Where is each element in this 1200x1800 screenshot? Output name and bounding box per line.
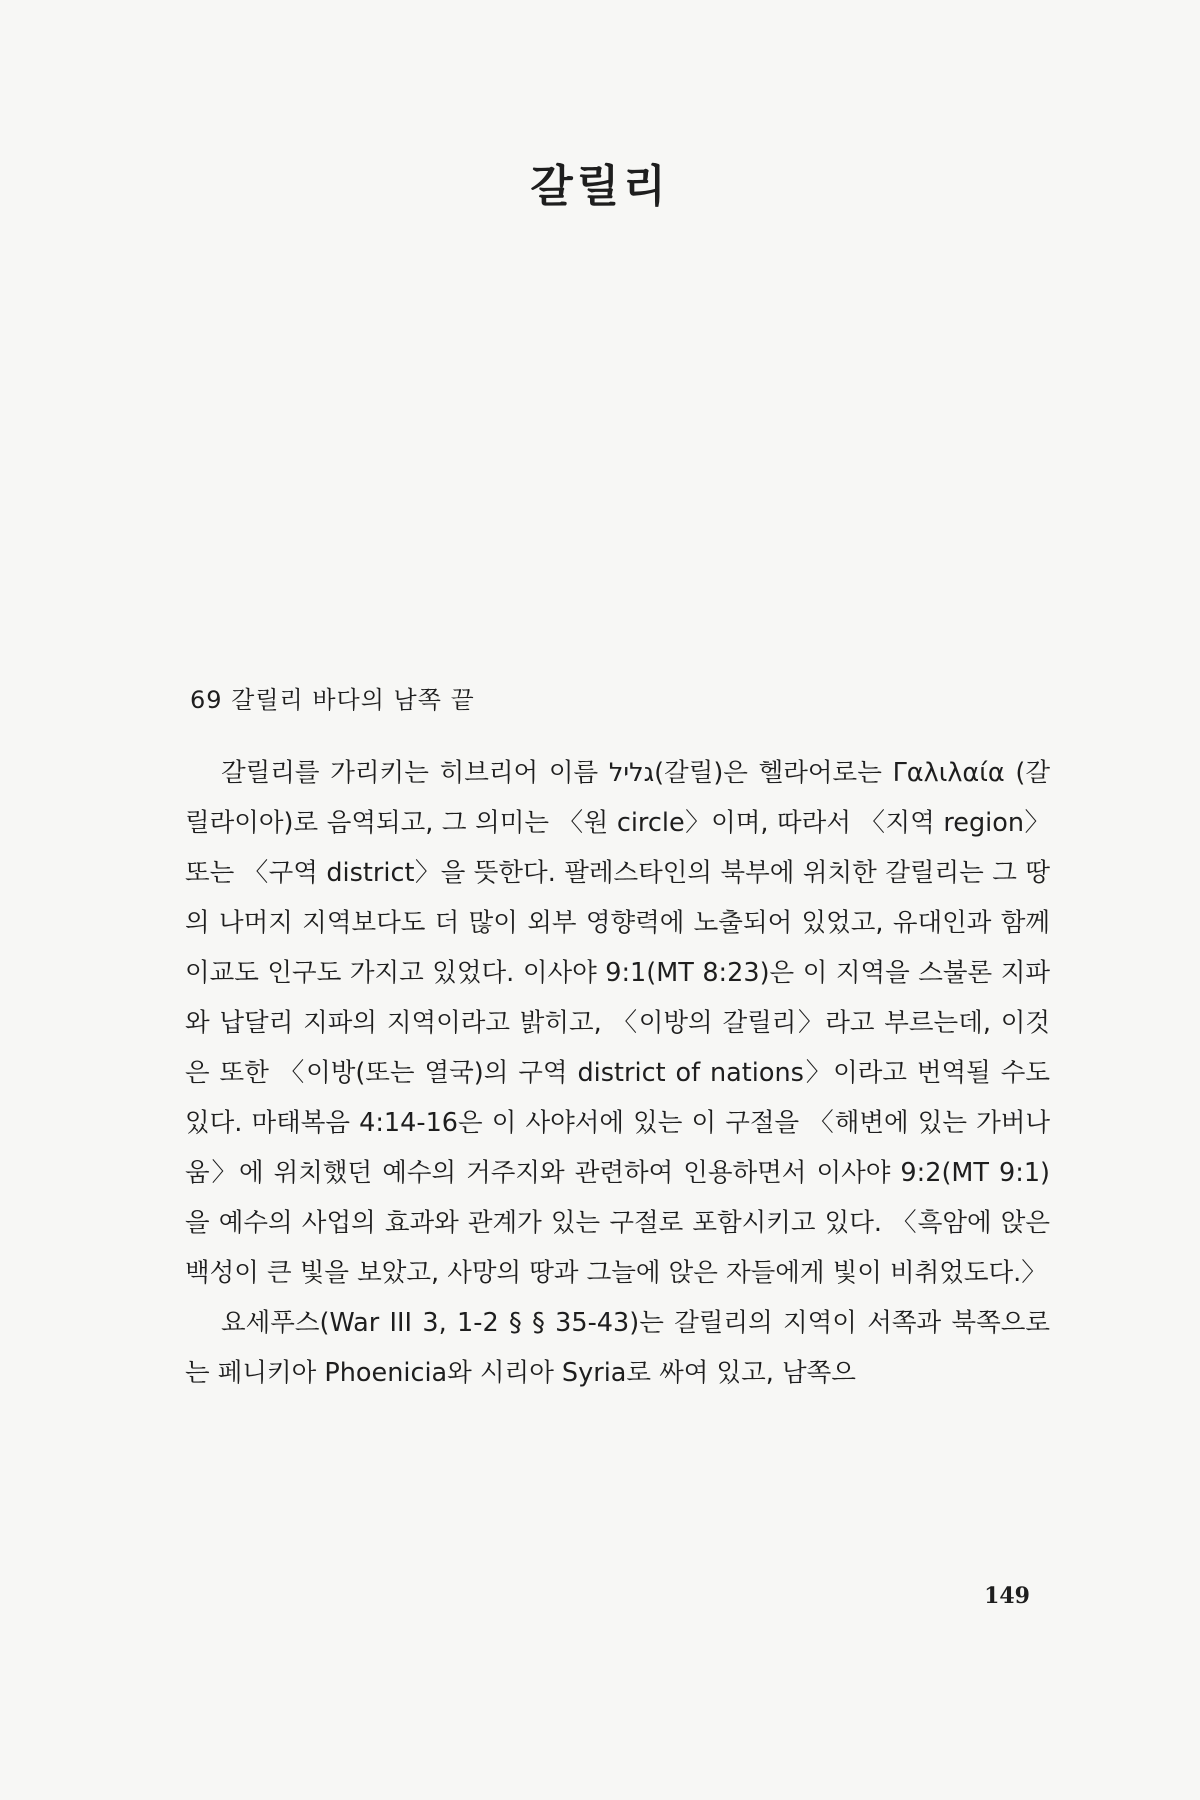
body-text	[185, 748, 1050, 1398]
paragraph-2: 요세푸스(War III 3, 1-2 § § 35-43)는 갈릴리의 지역이 서쪽과 북쪽으로는 페니키아 Phoenicia와 시리아 Syria로 싸여 있고, 남쪽으	[185, 1308, 1050, 1388]
page-number: 149	[984, 1583, 1030, 1609]
chapter-title: 갈릴리	[530, 161, 670, 212]
photo-caption: 69 갈릴리 바다의 남쪽 끝	[190, 686, 475, 714]
paragraph-1: 갈릴리를 가리키는 히브리어 이름 גליל(갈릴)은 헬라어로는 Γαλιλαία (갈릴라이아)로 음역되고, 그 의미는 〈원 circle〉이며, 따라서 〈지역 region〉 또는 〈구역 district〉을 뜻한다. 팔레스타인의 북부에 위치한 갈릴리는 그 땅의 나머지 지역보다도 더 많이 외부 영향력에 노출되어 있었고, 유대인과 함께 이교도 인구도 가지고 있었다. 이사야 9:1(MT 8:23)은 이 지역을 스불론 지파와 납달리 지파의 지역이라고 밝히고, 〈이방의 갈릴리〉라고 부르는데, 이것은 또한 〈이방(또는 열국)의 구역 district of nations〉이라고 번역될 수도 있다. 마태복음 4:14-16은 이 사야서에 있는 이 구절을 〈해변에 있는 가버나움〉에 위치했던 예수의 거주지와 관련하여 인용하면서 이사야 9:2(MT 9:1)을 예수의 사업의 효과와 관계가 있는 구절로 포함시키고 있다. 〈흑암에 앉은 백성이 큰 빛을 보았고, 사망의 땅과 그늘에 앉은 자들에게 빛이 비취었도다.〉	[185, 758, 1050, 1288]
